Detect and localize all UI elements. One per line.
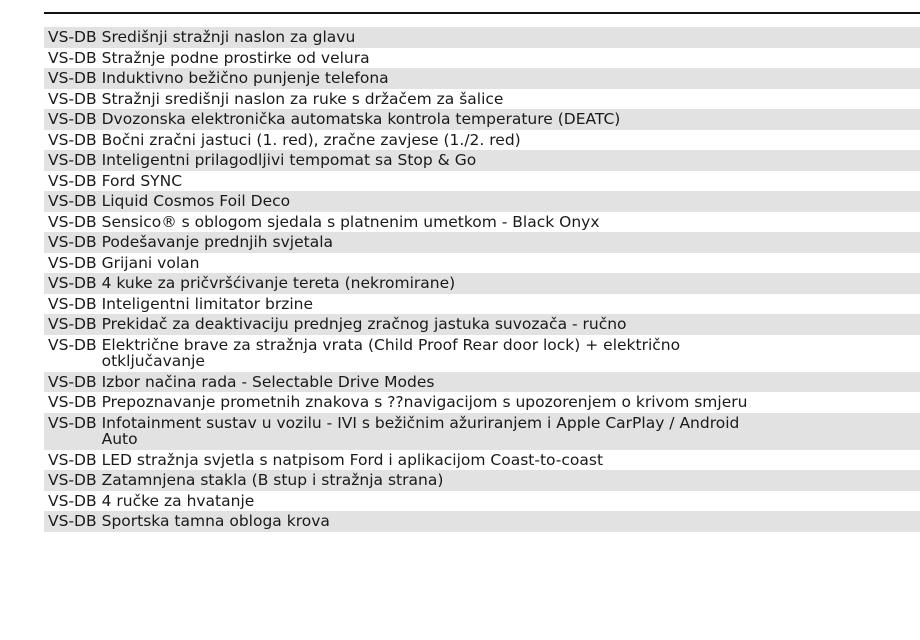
item-description: Sensico® s oblogom sjedala s platnenim umetkom - Black Onyx — [101, 212, 600, 231]
top-divider — [44, 12, 920, 14]
item-description: Inteligentni prilagodljivi tempomat sa Stop & Go — [101, 151, 477, 169]
list-item — [44, 171, 920, 192]
item-code: VS-DB — [48, 192, 97, 210]
item-code: VS-DB — [48, 274, 97, 292]
list-item — [44, 130, 920, 151]
item-code: VS-DB — [48, 413, 97, 432]
item-code: VS-DB — [48, 89, 97, 108]
item-description: Središnji stražnji naslon za glavu — [101, 28, 356, 46]
list-item — [44, 89, 920, 110]
item-description: Prepoznavanje prometnih znakova s ??navigacijom s upozorenjem o krivom smjeru — [101, 393, 748, 411]
item-code: VS-DB — [48, 471, 97, 489]
list-item — [44, 68, 920, 89]
item-code: VS-DB — [48, 294, 97, 313]
item-description: 4 ručke za hvatanje — [101, 491, 255, 510]
item-description: Sportska tamna obloga krova — [101, 512, 330, 530]
list-item — [44, 109, 920, 130]
item-description: Stražnji središnji naslon za ruke s držačem za šalice — [101, 89, 504, 108]
item-description: Induktivno bežično punjenje telefona — [101, 69, 389, 87]
list-item — [44, 150, 920, 171]
list-item — [44, 294, 920, 315]
item-code: VS-DB — [48, 253, 97, 272]
item-description: Infotainment sustav u vozilu - IVI s bežičnim ažuriranjem i Apple CarPlay / Android Auto — [101, 413, 740, 448]
item-description: LED stražnja svjetla s natpisom Ford i aplikacijom Coast-to-coast — [101, 450, 604, 469]
item-code: VS-DB — [48, 110, 97, 128]
item-description: Grijani volan — [101, 253, 200, 272]
list-item — [44, 511, 920, 532]
item-code: VS-DB — [48, 28, 97, 46]
item-description: Zatamnjena stakla (B stup i stražnja strana) — [101, 471, 444, 489]
list-item — [44, 450, 920, 471]
item-code: VS-DB — [48, 335, 97, 354]
item-description: 4 kuke za pričvršćivanje tereta (nekromirane) — [101, 274, 456, 292]
item-code: VS-DB — [48, 171, 97, 190]
item-code: VS-DB — [48, 212, 97, 231]
list-item — [44, 27, 920, 48]
item-code: VS-DB — [48, 491, 97, 510]
item-code: VS-DB — [48, 48, 97, 67]
item-code: VS-DB — [48, 69, 97, 87]
item-code: VS-DB — [48, 315, 97, 333]
item-code: VS-DB — [48, 450, 97, 469]
list-item — [44, 232, 920, 253]
item-code: VS-DB — [48, 151, 97, 169]
item-description: Inteligentni limitator brzine — [101, 294, 314, 313]
equipment-list — [44, 27, 920, 532]
list-item — [44, 191, 920, 212]
item-description: Dvozonska elektronička automatska kontrola temperature (DEATC) — [101, 110, 621, 128]
list-item — [44, 413, 920, 450]
item-description: Podešavanje prednjih svjetala — [101, 233, 334, 251]
item-code: VS-DB — [48, 393, 97, 411]
item-description: Bočni zračni jastuci (1. red), zračne zavjese (1./2. red) — [101, 130, 521, 149]
item-description: Stražnje podne prostirke od velura — [101, 48, 370, 67]
item-code: VS-DB — [48, 512, 97, 530]
list-item — [44, 491, 920, 512]
item-description: Liquid Cosmos Foil Deco — [101, 192, 291, 210]
item-description: Izbor načina rada - Selectable Drive Modes — [101, 372, 435, 391]
item-code: VS-DB — [48, 233, 97, 251]
item-code: VS-DB — [48, 372, 97, 391]
list-item — [44, 335, 920, 372]
list-item — [44, 314, 920, 335]
item-description: Ford SYNC — [101, 171, 183, 190]
list-item — [44, 470, 920, 491]
list-item — [44, 253, 920, 274]
list-item — [44, 273, 920, 294]
list-item — [44, 372, 920, 393]
list-item — [44, 392, 920, 413]
item-description: Prekidač za deaktivaciju prednjeg zračnog jastuka suvozača - ručno — [101, 315, 627, 333]
list-item — [44, 212, 920, 233]
list-item — [44, 48, 920, 69]
item-code: VS-DB — [48, 130, 97, 149]
item-description: Električne brave za stražnja vrata (Child Proof Rear door lock) + električno otključavanje — [101, 335, 681, 370]
